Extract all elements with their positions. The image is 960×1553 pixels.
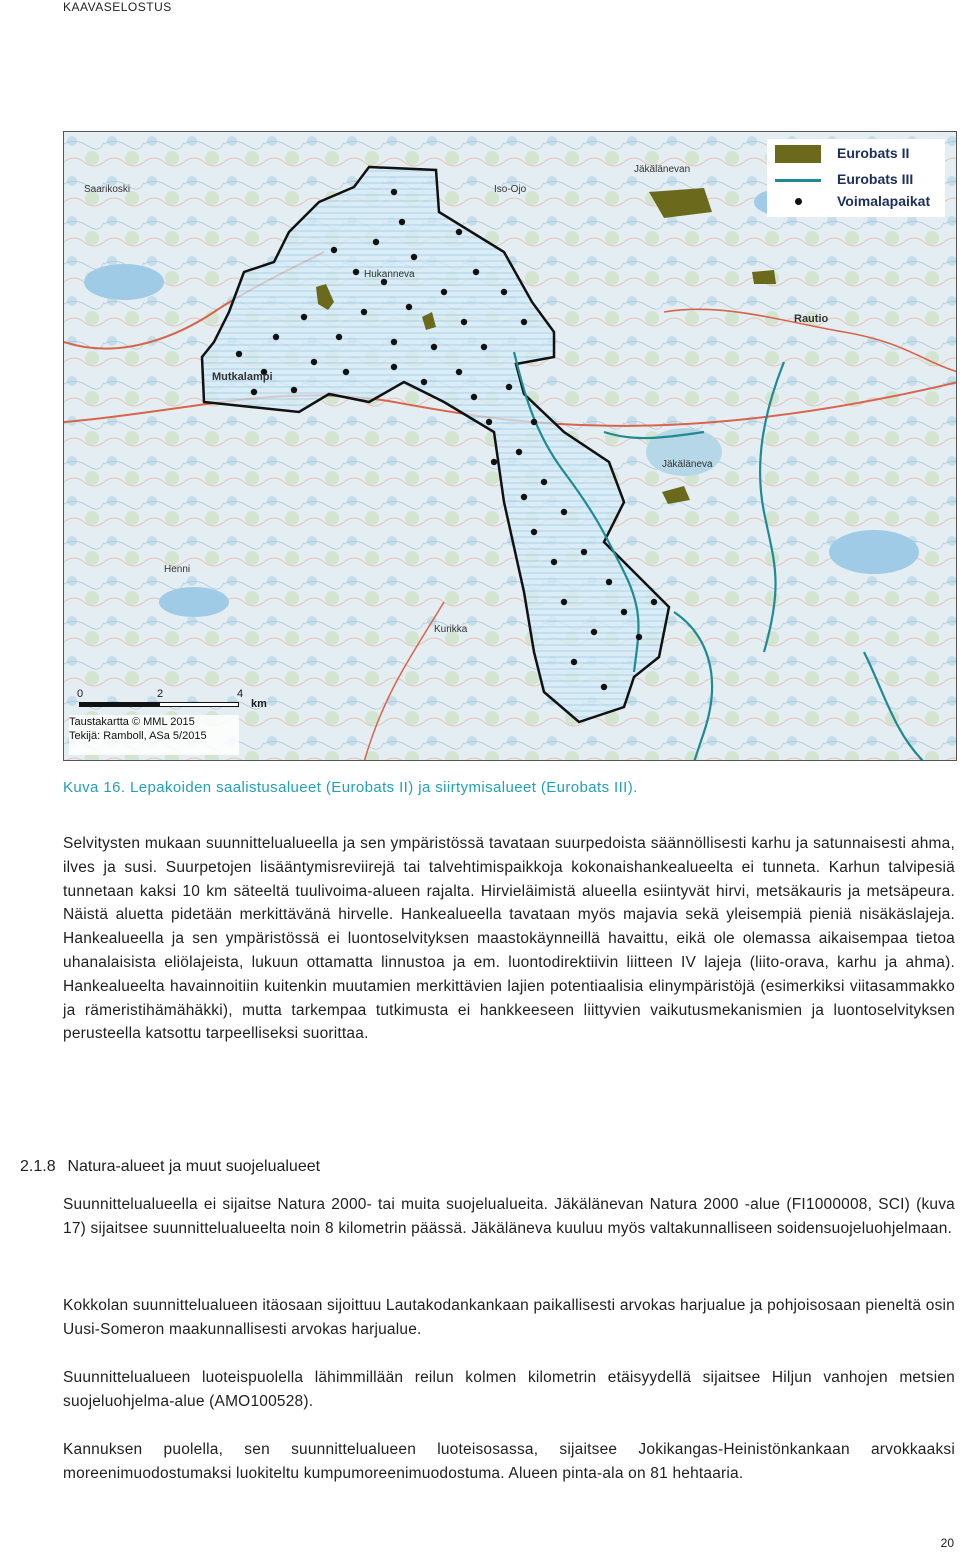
turbine-site-dot: [336, 334, 342, 340]
paragraph-old-forests: Suunnittelualueen luoteispuolella lähimmillään reilun kolmen kilometrin etäisyydellä sijaitsee Hiljun vanhojen metsien suojeluohjelma-alue (AMO100528).: [63, 1369, 955, 1410]
turbine-site-dot: [651, 599, 657, 605]
paragraph-natura: Suunnittelualueella ei sijaitse Natura 2000- tai muita suojelualueita. Jäkälänevan Natura 2000 -alue (FI1000008, SCI) (kuva 17) sijaitsee suunnittelualueelta noin 8 kilometrin päässä. Jäkäläneva kuuluu myös valtakunnalliseen soidensuojeluohjelmaan.: [63, 1196, 955, 1237]
turbine-site-dot: [506, 384, 512, 390]
eurobats-ii-area: [752, 270, 776, 284]
turbine-site-dot: [331, 247, 337, 253]
turbine-site-dot: [621, 609, 627, 615]
turbine-site-dot: [391, 364, 397, 370]
place-name: Mutkalampi: [212, 371, 273, 383]
section-heading: [20, 1158, 320, 1176]
turbine-site-dot: [486, 419, 492, 425]
figure-caption: Kuva 16. Lepakoiden saalistusalueet (Eurobats II) ja siirtymisalueet (Eurobats III).: [63, 779, 638, 796]
turbine-site-dot: [481, 344, 487, 350]
turbine-site-dot: [411, 254, 417, 260]
turbine-site-dot: [531, 419, 537, 425]
turbine-site-dot: [391, 339, 397, 345]
turbine-site-dot: [521, 494, 527, 500]
turbine-site-dot: [399, 219, 405, 225]
map-figure: [63, 131, 957, 761]
lake: [84, 264, 164, 300]
lake: [159, 587, 229, 617]
turbine-dot-icon: [795, 198, 802, 205]
turbine-site-dot: [636, 634, 642, 640]
turbine-site-dot: [561, 509, 567, 515]
turbine-site-dot: [391, 189, 397, 195]
turbine-site-dot: [471, 394, 477, 400]
legend-swatch: [775, 145, 821, 163]
turbine-site-dot: [561, 599, 567, 605]
place-name: Henni: [164, 564, 191, 575]
turbine-site-dot: [456, 369, 462, 375]
turbine-site-dot: [273, 334, 279, 340]
turbine-site-dot: [301, 314, 307, 320]
map-credit: Taustakartta © MML 2015 Tekijä: Ramboll, ASa 5/2015: [69, 715, 239, 755]
turbine-site-dot: [456, 229, 462, 235]
turbine-site-dot: [373, 239, 379, 245]
turbine-site-dot: [501, 289, 507, 295]
turbine-site-dot: [441, 289, 447, 295]
paragraph-moraine: Kannuksen puolella, sen suunnittelualueen luoteisosassa, sijaitsee Jokikangas-Heinistönkankaan arvokkaaksi moreenimuodostumaksi luokiteltu kumpumoreenimuodostuma. Alueen pinta-ala on 81 hehtaaria.: [63, 1441, 955, 1482]
turbine-site-dot: [516, 449, 522, 455]
map-legend: Eurobats II Eurobats III Voimalapaikat: [767, 139, 945, 217]
turbine-site-dot: [431, 344, 437, 350]
turbine-site-dot: [361, 309, 367, 315]
turbine-site-dot: [406, 304, 412, 310]
section-number: 2.1.8: [20, 1158, 56, 1175]
place-name: Rautio: [794, 313, 829, 325]
turbine-site-dot: [606, 579, 612, 585]
turbine-site-dot: [311, 359, 317, 365]
turbine-site-dot: [531, 529, 537, 535]
turbine-site-dot: [421, 379, 427, 385]
turbine-site-dot: [236, 351, 242, 357]
turbine-site-dot: [461, 319, 467, 325]
turbine-site-dot: [291, 387, 297, 393]
turbine-site-dot: [571, 659, 577, 665]
paragraph-wildlife: Selvitysten mukaan suunnittelualueella ja sen ympäristössä tavataan suurpedoista säännöllisesti karhu ja satunnaisesti ahma, ilves ja susi. Suurpetojen lisääntymisreviirejä tai talvehtimispaikkoja kokonaishankealueelta ei tunneta. Karhun talvipesiä tunnetaan kaksi 10 km säteeltä tuulivoima-alueen rajalta. Hirvieläimistä alueella esiintyvät hirvi, metsäkauris ja metsäpeura. Näistä aluetta pidetään merkittävänä hirvelle. Hankealueella tavataan myös majavia sekä yleisempiä pieniä nisäkäslajeja. Hankealueella ja sen ympäristössä ei luontoselvityksen maastokäynneillä havaittu, eikä ole olemassa aikaisempaa tietoa uhanalaisista eliölajeista, lukuun ottamatta linnustoa ja em. luontodirektiivin liitteen IV lajeja (liito-orava, karhu ja ahma). Hankealueelta havainnoitiin kuitenkin muutamien merkittävien lajien potentiaalisia elinympäristöjä (esimerkiksi viitasammakko ja rämeristihämähäkki), mutta tarkempaa tutkimusta ei hankkeeseen liittyvien vaikutusmekanismien ja luontoselvityksen perusteella katsottu tarpeelliseksi suorittaa.: [63, 835, 955, 1043]
turbine-site-dot: [551, 559, 557, 565]
place-name: Jäkäläneva: [662, 459, 713, 470]
lake: [829, 530, 919, 574]
turbine-site-dot: [601, 684, 607, 690]
place-name: Hukanneva: [364, 269, 415, 280]
map-scale-bar: 0 2 4 km: [77, 688, 267, 710]
map-canvas: [64, 132, 957, 761]
section-title: Natura-alueet ja muut suojelualueet: [67, 1158, 321, 1175]
turbine-site-dot: [581, 549, 587, 555]
turbine-site-dot: [343, 369, 349, 375]
place-name: Iso-Ojo: [494, 184, 527, 195]
turbine-site-dot: [521, 319, 527, 325]
turbine-site-dot: [353, 269, 359, 275]
turbine-site-dot: [251, 389, 257, 395]
place-name: Kurikka: [434, 624, 468, 635]
turbine-site-dot: [491, 459, 497, 465]
document-header: KAAVASELOSTUS: [63, 0, 172, 14]
legend-swatch: [775, 193, 821, 211]
turbine-site-dot: [541, 479, 547, 485]
paragraph-ridge: Kokkolan suunnittelualueen itäosaan sijoittuu Lautakodankankaan paikallisesti arvokas harjualue ja pohjoisosaan pieneltä osin Uusi-Someron maakunnallisesti arvokas harjualue.: [63, 1297, 955, 1338]
place-name: Jäkälänevan: [634, 164, 691, 175]
place-name: Saarikoski: [84, 184, 131, 195]
legend-swatch: [775, 179, 821, 182]
turbine-site-dot: [473, 269, 479, 275]
turbine-site-dot: [591, 629, 597, 635]
page-number: 20: [940, 1536, 954, 1550]
